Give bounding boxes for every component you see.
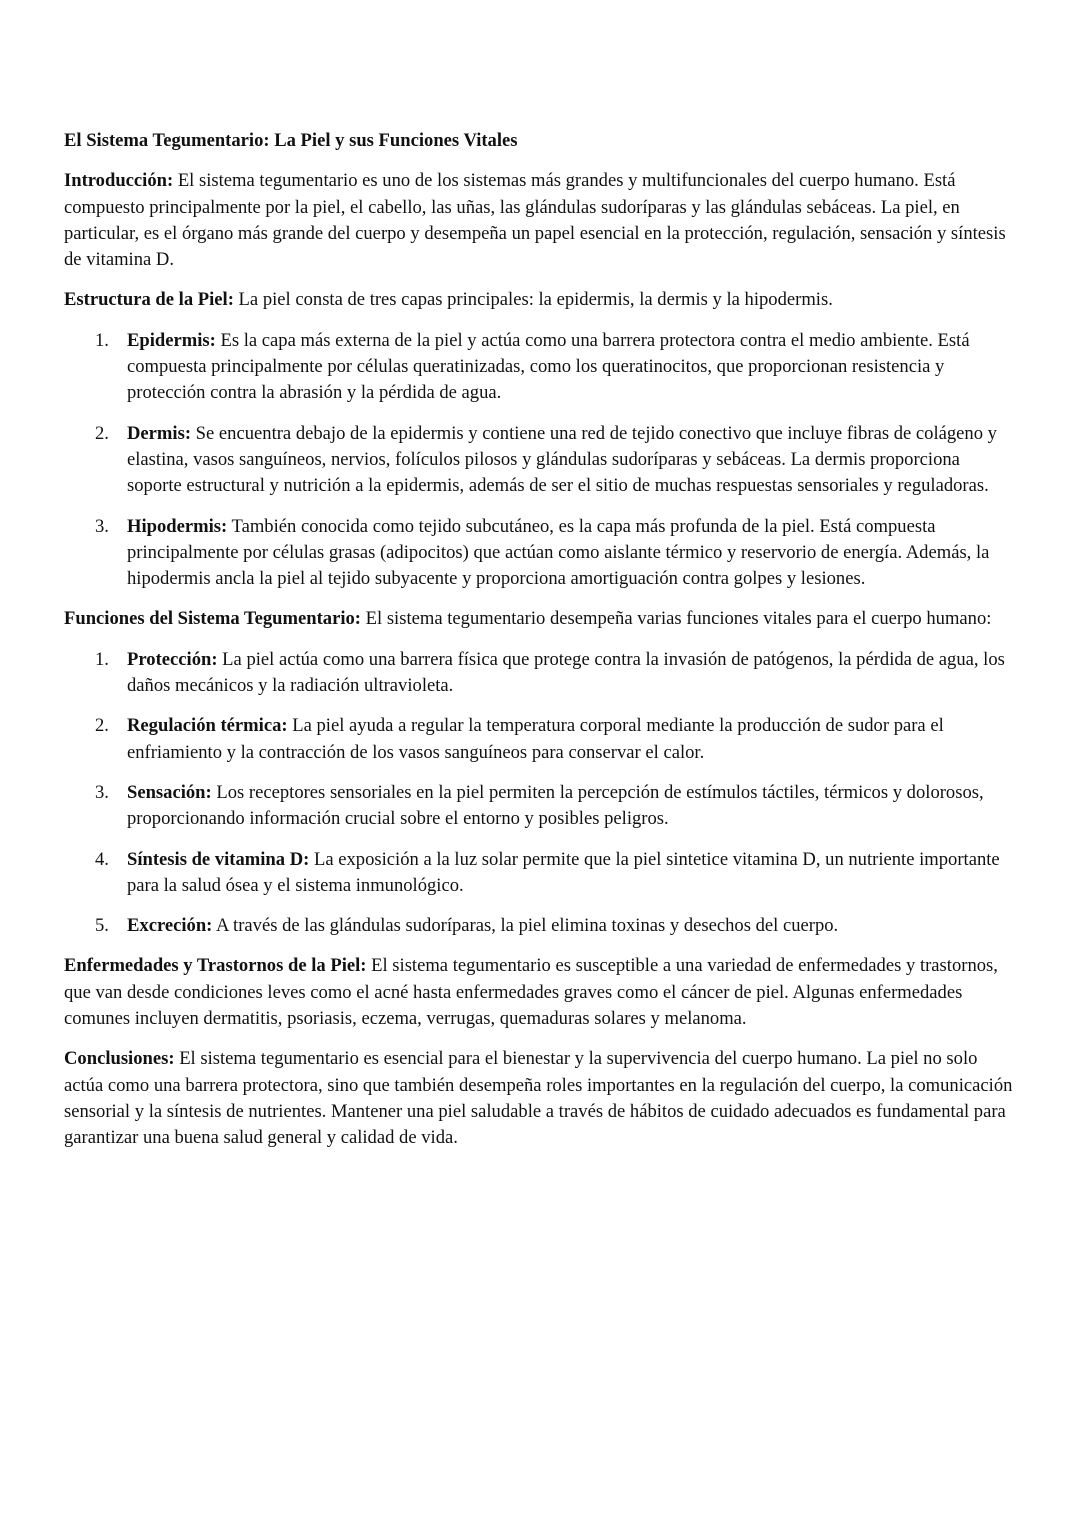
functions-label: Funciones del Sistema Tegumentario:	[64, 608, 361, 630]
list-item-label: Síntesis de vitamina D:	[127, 848, 310, 870]
list-item	[64, 913, 1016, 939]
functions-paragraph	[64, 606, 1016, 632]
list-item	[64, 328, 1016, 407]
list-item	[64, 514, 1016, 593]
list-number: 2.	[95, 715, 109, 737]
intro-label: Introducción:	[64, 170, 174, 192]
intro-text: El sistema tegumentario es uno de los sistemas más grandes y multifuncionales del cuerpo humano. Está compuesto principalmente por la piel, el cabello, las uñas, las glándulas sudoríparas y las glándulas sebáceas. La piel, en particular, es el órgano más grande del cuerpo y desempeña un papel esencial en la protección, regulación, sensación y síntesis de vitamina D.	[64, 170, 1006, 271]
diseases-text: El sistema tegumentario es susceptible a una variedad de enfermedades y trastornos, que van desde condiciones leves como el acné hasta enfermedades graves como el cáncer de piel. Algunas enfermedades comunes incluyen dermatitis, psoriasis, eczema, verrugas, quemaduras solares y melanoma.	[64, 955, 998, 1030]
list-item-label: Regulación térmica:	[127, 715, 288, 737]
intro-paragraph	[64, 168, 1016, 273]
list-item-label: Sensación:	[127, 781, 212, 803]
list-item-label: Protección:	[127, 648, 218, 670]
document-page	[64, 128, 1016, 1166]
list-item-text: A través de las glándulas sudoríparas, la piel elimina toxinas y desechos del cuerpo.	[212, 915, 839, 937]
list-item-text: La piel ayuda a regular la temperatura corporal mediante la producción de sudor para el enfriamiento y la contracción de los vasos sanguíneos para conservar el calor.	[127, 715, 944, 763]
list-item-label: Hipodermis:	[127, 515, 228, 537]
structure-text: La piel consta de tres capas principales: la epidermis, la dermis y la hipodermis.	[233, 289, 833, 311]
list-item-text: Los receptores sensoriales en la piel permiten la percepción de estímulos táctiles, térmicos y dolorosos, proporcionando información crucial sobre el entorno y posibles peligros.	[127, 781, 984, 830]
list-item	[64, 713, 1016, 766]
list-item	[64, 647, 1016, 700]
skin-layers-list	[64, 328, 1016, 593]
list-item	[64, 780, 1016, 833]
list-item-text: Es la capa más externa de la piel y actúa como una barrera protectora contra el medio ambiente. Está compuesta principalmente por células queratinizadas, como los queratinocitos, que proporcionan resistencia y protección contra la abrasión y la pérdida de agua.	[127, 329, 970, 404]
list-number: 5.	[95, 915, 109, 937]
document-title: El Sistema Tegumentario: La Piel y sus Funciones Vitales	[64, 130, 518, 151]
list-number: 1.	[95, 648, 109, 670]
structure-label: Estructura de la Piel:	[64, 289, 234, 311]
list-item-label: Epidermis:	[127, 329, 216, 351]
list-number: 3.	[95, 781, 109, 803]
list-item-text: También conocida como tejido subcutáneo, es la capa más profunda de la piel. Está compuesta principalmente por células grasas (adipocitos) que actúan como aislante térmico y reservorio de energía. Además, la hipodermis ancla la piel al tejido subyacente y proporciona amortiguación contra golpes y lesiones.	[127, 515, 990, 590]
functions-list	[64, 647, 1016, 940]
conclusions-text: El sistema tegumentario es esencial para el bienestar y la supervivencia del cuerpo humano. La piel no solo actúa como una barrera protectora, sino que también desempeña roles importantes en la regulación del cuerpo, la comunicación sensorial y la síntesis de nutrientes. Mantener una piel saludable a través de hábitos de cuidado adecuados es fundamental para garantizar una buena salud general y calidad de vida.	[64, 1048, 1013, 1149]
list-item-label: Dermis:	[127, 422, 192, 444]
list-number: 1.	[95, 329, 109, 351]
list-item-label: Excreción:	[127, 915, 213, 937]
list-item-text: La piel actúa como una barrera física que protege contra la invasión de patógenos, la pérdida de agua, los daños mecánicos y la radiación ultravioleta.	[127, 648, 1005, 697]
structure-paragraph	[64, 287, 1016, 313]
functions-text: El sistema tegumentario desempeña varias funciones vitales para el cuerpo humano:	[361, 608, 992, 630]
list-item-text: Se encuentra debajo de la epidermis y contiene una red de tejido conectivo que incluye fibras de colágeno y elastina, vasos sanguíneos, nervios, folículos pilosos y glándulas sudoríparas y sebáceas. La dermis proporciona soporte estructural y nutrición a la epidermis, además de ser el sitio de muchas respuestas sensoriales y reguladoras.	[127, 422, 997, 497]
diseases-paragraph	[64, 953, 1016, 1032]
conclusions-paragraph	[64, 1046, 1016, 1151]
conclusions-label: Conclusiones:	[64, 1048, 175, 1070]
list-number: 3.	[95, 515, 109, 537]
list-item	[64, 421, 1016, 500]
list-number: 4.	[95, 848, 109, 870]
list-number: 2.	[95, 422, 109, 444]
diseases-label: Enfermedades y Trastornos de la Piel:	[64, 955, 367, 977]
list-item	[64, 847, 1016, 900]
list-item-text: La exposición a la luz solar permite que la piel sintetice vitamina D, un nutriente importante para la salud ósea y el sistema inmunológico.	[127, 848, 1000, 896]
